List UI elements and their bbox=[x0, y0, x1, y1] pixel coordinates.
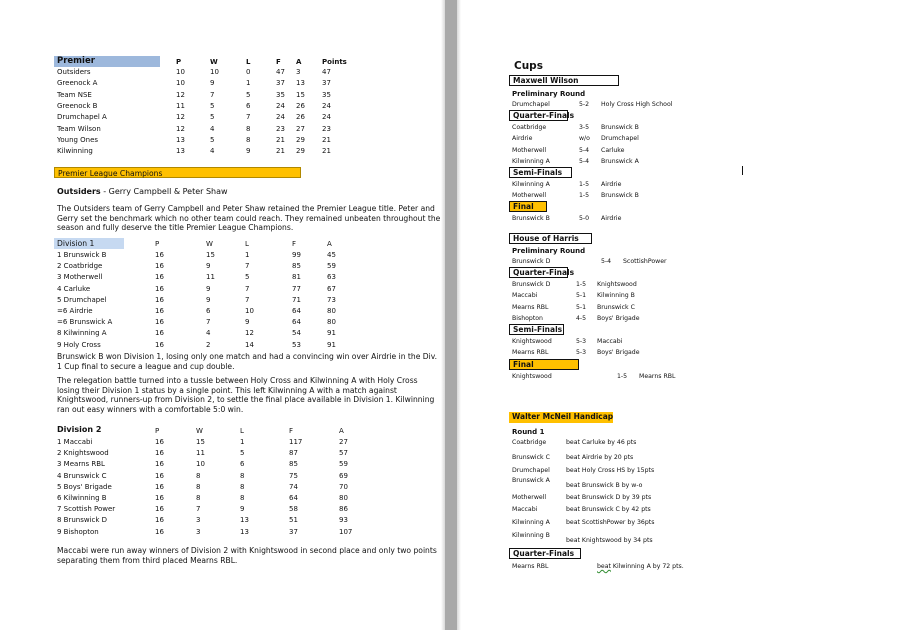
cups-title: Cups bbox=[514, 60, 543, 72]
cup-result-cell: Bishopton bbox=[512, 315, 543, 323]
cup-result-cell: Knightswood bbox=[512, 338, 552, 345]
cup-result-cell: Kilwinning B bbox=[597, 292, 635, 300]
premier-row-cell: 10 bbox=[210, 68, 219, 76]
cup-result-cell: ScottishPower bbox=[623, 258, 667, 265]
division2-row-cell: 1 bbox=[240, 438, 245, 446]
premier-row-cell: 5 bbox=[210, 101, 215, 110]
left-page bbox=[0, 0, 445, 630]
cup-result-cell: 5-3 bbox=[576, 338, 587, 345]
division2-row-team: 9 Bishopton bbox=[57, 527, 99, 536]
harris-prelim-title: Preliminary Round bbox=[512, 247, 586, 255]
division2-row-cell: 16 bbox=[155, 482, 164, 491]
division2-row-cell: 85 bbox=[289, 460, 298, 469]
mcneil-team: Maccabi bbox=[512, 506, 538, 513]
division1-row-cell: 16 bbox=[155, 295, 164, 304]
division2-row-cell: 7 bbox=[196, 505, 201, 514]
division2-row-cell: 16 bbox=[155, 471, 164, 480]
premier-header: Premier bbox=[54, 56, 160, 67]
mcneil-result: beat Brunswick B by w-o bbox=[566, 482, 643, 489]
division2-row-cell: 8 bbox=[196, 482, 201, 491]
division1-row-cell: 80 bbox=[327, 318, 336, 327]
division2-row-cell: 8 bbox=[196, 471, 201, 480]
premier-row-cell: 10 bbox=[176, 68, 185, 76]
premier-row-cell: 11 bbox=[176, 101, 185, 110]
cup-result-cell: 5-4 bbox=[601, 258, 612, 265]
division2-row-cell: 70 bbox=[339, 482, 348, 491]
division1-row-cell: 54 bbox=[292, 329, 301, 338]
division2-row-cell: 8 bbox=[240, 482, 245, 491]
premier-row-team: Drumchapel A bbox=[57, 113, 107, 122]
division1-row-cell: 85 bbox=[292, 262, 301, 271]
mcneil-result: beat Brunswick C by 42 pts bbox=[566, 506, 651, 513]
division1-row-cell: 64 bbox=[292, 307, 301, 315]
premier-row-team: Greenock A bbox=[57, 79, 98, 88]
division2-row-cell: 86 bbox=[339, 505, 348, 514]
cup-result-cell: Airdrie bbox=[601, 215, 622, 222]
premier-row-cell: 8 bbox=[246, 135, 251, 144]
premier-col-f: F bbox=[276, 58, 281, 66]
division1-row-team: 5 Drumchapel bbox=[57, 295, 107, 304]
mcneil-qf-rest: Kilwinning A by 72 pts. bbox=[610, 563, 684, 570]
premier-row-cell: 12 bbox=[176, 124, 185, 133]
premier-row-cell: 3 bbox=[296, 68, 301, 76]
division2-row-cell: 27 bbox=[339, 438, 348, 446]
division1-row-cell: 6 bbox=[206, 307, 211, 315]
division1-row-cell: 7 bbox=[206, 318, 211, 327]
division1-row-cell: 71 bbox=[292, 295, 301, 304]
division2-row-cell: 13 bbox=[240, 516, 249, 525]
cup-result-cell: Carluke bbox=[601, 146, 625, 154]
house-of-harris-title: House of Harris bbox=[509, 233, 592, 244]
mcneil-team: Drumchapel bbox=[512, 467, 550, 474]
text-cursor bbox=[742, 166, 743, 175]
division1-row-team: 8 Kilwinning A bbox=[57, 329, 107, 338]
maxwell-wilson-title: Maxwell Wilson bbox=[509, 75, 619, 86]
division2-row-cell: 6 bbox=[240, 460, 245, 469]
cup-result-cell: Brunswick B bbox=[601, 124, 639, 131]
cup-result-cell: Mearns RBL bbox=[512, 303, 549, 311]
division1-row-cell: 7 bbox=[245, 295, 250, 304]
division2-header: Division 2 bbox=[57, 425, 102, 434]
division1-row-cell: 5 bbox=[245, 273, 250, 282]
premier-row-cell: 4 bbox=[210, 124, 215, 133]
division2-row-team: 8 Brunswick D bbox=[57, 516, 108, 525]
division2-row-team: 5 Boys' Brigade bbox=[57, 482, 112, 491]
premier-row-cell: 26 bbox=[296, 101, 305, 110]
division1-row-cell: 73 bbox=[327, 295, 336, 304]
harris-qf-title: Quarter-Finals bbox=[509, 267, 568, 278]
division1-row-cell: 16 bbox=[155, 284, 164, 293]
division2-row-cell: 16 bbox=[155, 516, 164, 525]
mcneil-result: beat Holy Cross HS by 15pts bbox=[566, 467, 655, 474]
division2-row-cell: 13 bbox=[240, 527, 249, 536]
cup-result-cell: Mearns RBL bbox=[512, 349, 549, 357]
harris-final-title: Final bbox=[509, 359, 579, 370]
premier-row-cell: 24 bbox=[276, 113, 285, 122]
division2-row-team: 3 Mearns RBL bbox=[57, 460, 105, 469]
premier-row-team: Greenock B bbox=[57, 101, 98, 110]
cup-result-cell: Brunswick A bbox=[601, 158, 639, 166]
premier-row-cell: 47 bbox=[276, 68, 285, 76]
mcneil-result: beat Brunswick D by 39 pts bbox=[566, 494, 652, 501]
premier-row-cell: 9 bbox=[210, 79, 215, 88]
division1-summary-1: Brunswick B won Division 1, losing only one match and had a convincing win over Airdrie in the Div. 1 Cup final to secure a league and cup double. bbox=[57, 352, 438, 371]
cup-result-cell: Drumchapel bbox=[601, 135, 639, 143]
division1-row-cell: 16 bbox=[155, 329, 164, 338]
mcneil-qf-result bbox=[597, 562, 684, 572]
premier-row-team: Kilwinning bbox=[57, 147, 93, 156]
cup-result-cell: Holy Cross High School bbox=[601, 101, 673, 108]
cup-result-cell: Maccabi bbox=[512, 292, 538, 300]
division1-row-cell: 2 bbox=[206, 340, 211, 349]
division2-row-cell: 69 bbox=[339, 471, 348, 480]
cup-result-cell: Brunswick D bbox=[512, 258, 551, 265]
division1-row-cell: 14 bbox=[245, 340, 254, 349]
division2-row-cell: 16 bbox=[155, 449, 164, 458]
mcneil-team: Motherwell bbox=[512, 494, 547, 501]
division2-row-cell: 74 bbox=[289, 482, 298, 491]
division1-row-cell: 63 bbox=[327, 273, 336, 282]
premier-row-cell: 24 bbox=[322, 101, 331, 110]
premier-row-team: Team NSE bbox=[57, 90, 92, 99]
premier-row-cell: 5 bbox=[246, 90, 251, 99]
spellcheck-word: beat bbox=[597, 563, 611, 570]
right-page bbox=[457, 0, 900, 630]
division2-row-cell: 57 bbox=[339, 449, 348, 458]
cup-result-cell: 5-3 bbox=[576, 349, 587, 357]
division1-col-w: W bbox=[206, 240, 213, 248]
cup-result-cell: Mearns RBL bbox=[639, 373, 676, 380]
premier-row-cell: 10 bbox=[176, 79, 185, 88]
division1-row-cell: 1 bbox=[245, 251, 250, 259]
division2-row-cell: 11 bbox=[196, 449, 205, 458]
maxwell-sf-title: Semi-Finals bbox=[509, 167, 572, 178]
division1-summary-2: The relegation battle turned into a tussle between Holy Cross and Kilwinning A with Holy Cross losing their Division 1 status by a single point. This left Kilwinning A with a match against Knightswood, runners-up from Division 2, to settle the final place available in Division 1. Kilwinning ran out easy winners with a comfortable 5:0 win. bbox=[57, 376, 435, 414]
division1-row-team: =6 Brunswick A bbox=[57, 318, 113, 327]
division1-row-cell: 91 bbox=[327, 340, 336, 349]
cup-result-cell: Knightswood bbox=[512, 373, 552, 380]
cup-result-cell: Airdrie bbox=[512, 135, 533, 143]
cup-result-cell: Maccabi bbox=[597, 338, 623, 345]
division1-row-cell: 9 bbox=[245, 318, 250, 327]
maxwell-final-title: Final bbox=[509, 201, 547, 212]
page-edge-shadow-right bbox=[457, 0, 461, 630]
division1-row-cell: 4 bbox=[206, 329, 211, 338]
cup-result-cell: 5-1 bbox=[576, 303, 587, 311]
division1-row-cell: 80 bbox=[327, 307, 336, 315]
division2-row-cell: 16 bbox=[155, 460, 164, 469]
premier-row-cell: 23 bbox=[322, 124, 331, 133]
division2-col-f: F bbox=[289, 427, 294, 435]
division1-row-cell: 16 bbox=[155, 340, 164, 349]
premier-row-cell: 37 bbox=[322, 79, 331, 88]
division1-row-team: 2 Coatbridge bbox=[57, 262, 103, 271]
cup-result-cell: Boys' Brigade bbox=[597, 315, 640, 323]
cup-result-cell: Brunswick B bbox=[512, 215, 550, 222]
cup-result-cell: 1-5 bbox=[579, 192, 590, 200]
mcneil-title: Walter McNeil Handicap bbox=[509, 412, 613, 423]
division2-col-w: W bbox=[196, 427, 203, 435]
division2-row-cell: 8 bbox=[240, 494, 245, 502]
mcneil-team: Kilwinning A bbox=[512, 519, 550, 526]
cup-result-cell: Coatbridge bbox=[512, 124, 547, 131]
premier-row-cell: 23 bbox=[276, 124, 285, 133]
cup-result-cell: Brunswick C bbox=[597, 303, 635, 311]
division2-col-a: A bbox=[339, 427, 344, 435]
premier-row-cell: 13 bbox=[176, 147, 185, 156]
division1-row-team: 9 Holy Cross bbox=[57, 340, 101, 349]
mcneil-result: beat Carluke by 46 pts bbox=[566, 439, 637, 446]
division1-row-cell: 16 bbox=[155, 251, 164, 259]
premier-col-w: W bbox=[210, 58, 218, 66]
premier-row-cell: 12 bbox=[176, 90, 185, 99]
division1-row-team: 4 Carluke bbox=[57, 284, 91, 293]
division1-row-cell: 10 bbox=[245, 307, 254, 315]
premier-row-cell: 24 bbox=[322, 113, 331, 122]
division2-row-team: 7 Scottish Power bbox=[57, 505, 116, 514]
division2-row-cell: 3 bbox=[196, 516, 201, 525]
division1-row-cell: 16 bbox=[155, 273, 164, 282]
division1-row-cell: 91 bbox=[327, 329, 336, 338]
cup-result-cell: Brunswick B bbox=[601, 192, 639, 200]
division1-row-cell: 9 bbox=[206, 262, 211, 271]
division2-col-p: P bbox=[155, 427, 160, 435]
premier-row-team: Outsiders bbox=[57, 68, 91, 76]
champions-names: - Gerry Campbell & Peter Shaw bbox=[100, 187, 228, 196]
division2-row-team: 6 Kilwinning B bbox=[57, 494, 107, 502]
premier-row-cell: 13 bbox=[176, 135, 185, 144]
premier-row-cell: 26 bbox=[296, 113, 305, 122]
division1-row-cell: 99 bbox=[292, 251, 301, 259]
division1-row-cell: 11 bbox=[206, 273, 215, 282]
harris-sf-title: Semi-Finals bbox=[509, 324, 564, 335]
cup-result-cell: Knightswood bbox=[597, 281, 637, 288]
division2-row-cell: 58 bbox=[289, 505, 298, 514]
premier-col-points: Points bbox=[322, 58, 347, 66]
premier-row-cell: 29 bbox=[296, 147, 305, 156]
division2-row-cell: 15 bbox=[196, 438, 205, 446]
cup-result-cell: 4-5 bbox=[576, 315, 587, 323]
premier-col-l: L bbox=[246, 58, 251, 66]
maxwell-qf-title: Quarter-Finals bbox=[509, 110, 568, 121]
division2-row-cell: 10 bbox=[196, 460, 205, 469]
division1-row-team: =6 Airdrie bbox=[57, 307, 93, 315]
cup-result-cell: w/o bbox=[579, 135, 590, 143]
division2-row-team: 4 Brunswick C bbox=[57, 471, 107, 480]
division2-row-team: 1 Maccabi bbox=[57, 438, 93, 446]
division1-row-cell: 45 bbox=[327, 251, 336, 259]
division1-col-a: A bbox=[327, 240, 332, 248]
premier-row-cell: 21 bbox=[322, 135, 331, 144]
mcneil-result: beat ScottishPower by 36pts bbox=[566, 519, 655, 526]
division2-row-cell: 107 bbox=[339, 527, 353, 536]
division1-row-cell: 9 bbox=[206, 284, 211, 293]
premier-row-cell: 7 bbox=[246, 113, 251, 122]
division2-row-cell: 8 bbox=[196, 494, 201, 502]
division1-row-cell: 64 bbox=[292, 318, 301, 327]
division1-col-p: P bbox=[155, 240, 160, 248]
division2-row-cell: 117 bbox=[289, 438, 303, 446]
premier-summary: The Outsiders team of Gerry Campbell and Peter Shaw retained the Premier League title. Peter and Gerry set the benchmark which no other team could reach. They remained unbeaten throughout the season and fully deserve the title Premier League Champions. bbox=[57, 204, 441, 232]
division1-row-cell: 77 bbox=[292, 284, 301, 293]
premier-row-cell: 4 bbox=[210, 147, 215, 156]
division1-row-cell: 7 bbox=[245, 284, 250, 293]
premier-row-cell: 5 bbox=[210, 113, 215, 122]
division2-row-cell: 59 bbox=[339, 460, 348, 469]
division2-row-cell: 93 bbox=[339, 516, 348, 525]
cup-result-cell: Airdrie bbox=[601, 181, 622, 188]
division1-row-cell: 7 bbox=[245, 262, 250, 271]
cup-result-cell: Boys' Brigade bbox=[597, 349, 640, 357]
division2-row-cell: 64 bbox=[289, 494, 298, 502]
division1-row-cell: 9 bbox=[206, 295, 211, 304]
cup-result-cell: Motherwell bbox=[512, 146, 547, 154]
champions-team: Outsiders bbox=[57, 187, 101, 196]
premier-row-cell: 29 bbox=[296, 135, 305, 144]
division1-row-cell: 81 bbox=[292, 273, 301, 282]
division2-col-l: L bbox=[240, 427, 244, 435]
mcneil-team: Brunswick C bbox=[512, 454, 550, 461]
division2-row-cell: 75 bbox=[289, 471, 298, 480]
mcneil-round1-title: Round 1 bbox=[512, 428, 545, 436]
division2-row-cell: 37 bbox=[289, 527, 298, 536]
division2-row-cell: 80 bbox=[339, 494, 348, 502]
division1-row-cell: 59 bbox=[327, 262, 336, 271]
division2-row-cell: 8 bbox=[240, 471, 245, 480]
cup-result-cell: 5-4 bbox=[579, 146, 590, 154]
premier-row-team: Young Ones bbox=[57, 135, 99, 144]
division2-row-cell: 16 bbox=[155, 438, 164, 446]
mcneil-team: Kilwinning B bbox=[512, 532, 550, 539]
mcneil-result: beat Airdrie by 20 pts bbox=[566, 454, 634, 461]
division1-header: Division 1 bbox=[54, 238, 124, 249]
cup-result-cell: 5-1 bbox=[576, 292, 587, 300]
mcneil-team: Brunswick A bbox=[512, 477, 550, 484]
division2-row-cell: 51 bbox=[289, 516, 298, 525]
division1-col-f: F bbox=[292, 240, 297, 248]
division2-row-cell: 16 bbox=[155, 494, 164, 502]
premier-row-cell: 9 bbox=[246, 147, 251, 156]
cup-result-cell: Kilwinning A bbox=[512, 158, 550, 166]
premier-row-cell: 47 bbox=[322, 68, 331, 76]
division1-row-cell: 67 bbox=[327, 284, 336, 293]
division1-row-cell: 16 bbox=[155, 307, 164, 315]
premier-row-cell: 6 bbox=[246, 101, 251, 110]
cup-result-cell: 3-5 bbox=[579, 124, 590, 131]
cup-result-cell: 5-4 bbox=[579, 158, 590, 166]
champions-line bbox=[57, 187, 228, 197]
cup-result-cell: 1-5 bbox=[579, 181, 590, 188]
division2-row-cell: 3 bbox=[196, 527, 201, 536]
premier-row-cell: 7 bbox=[210, 90, 215, 99]
maxwell-prelim-title: Preliminary Round bbox=[512, 90, 586, 98]
division1-row-cell: 12 bbox=[245, 329, 254, 338]
mcneil-qf-team: Mearns RBL bbox=[512, 563, 549, 570]
division1-row-team: 3 Motherwell bbox=[57, 273, 103, 282]
division2-summary: Maccabi were run away winners of Division 2 with Knightswood in second place and only two points separating them from third placed Mearns RBL. bbox=[57, 546, 437, 565]
cup-result-cell: Brunswick D bbox=[512, 281, 551, 288]
division2-row-cell: 87 bbox=[289, 449, 298, 458]
page-edge-shadow bbox=[441, 0, 445, 630]
cup-result-cell: Kilwinning A bbox=[512, 181, 550, 188]
division2-row-cell: 9 bbox=[240, 505, 245, 514]
cup-result-cell: 5-2 bbox=[579, 101, 590, 108]
cup-result-cell: 1-5 bbox=[617, 373, 628, 380]
cup-result-cell: 5-0 bbox=[579, 215, 590, 222]
premier-row-cell: 1 bbox=[246, 79, 251, 88]
premier-row-cell: 5 bbox=[210, 135, 215, 144]
premier-champions-banner: Premier League Champions bbox=[54, 167, 301, 178]
cup-result-cell: Motherwell bbox=[512, 192, 547, 200]
division1-row-cell: 15 bbox=[206, 251, 215, 259]
mcneil-team: Coatbridge bbox=[512, 439, 547, 446]
division2-row-cell: 16 bbox=[155, 527, 164, 536]
premier-row-team: Team Wilson bbox=[57, 124, 101, 133]
division1-row-team: 1 Brunswick B bbox=[57, 251, 107, 259]
premier-col-a: A bbox=[296, 58, 302, 66]
mcneil-result: beat Knightswood by 34 pts bbox=[566, 537, 653, 544]
division2-row-cell: 5 bbox=[240, 449, 245, 458]
premier-row-cell: 21 bbox=[276, 135, 285, 144]
cup-result-cell: 1-5 bbox=[576, 281, 587, 288]
division1-col-l: L bbox=[245, 240, 249, 248]
premier-col-p: P bbox=[176, 58, 182, 66]
premier-row-cell: 21 bbox=[276, 147, 285, 156]
premier-row-cell: 24 bbox=[276, 101, 285, 110]
premier-row-cell: 27 bbox=[296, 124, 305, 133]
division1-row-cell: 16 bbox=[155, 318, 164, 327]
premier-row-cell: 37 bbox=[276, 79, 285, 88]
premier-row-cell: 15 bbox=[296, 90, 305, 99]
premier-row-cell: 8 bbox=[246, 124, 251, 133]
mcneil-qf-title: Quarter-Finals bbox=[509, 548, 581, 559]
premier-row-cell: 35 bbox=[276, 90, 285, 99]
premier-row-cell: 13 bbox=[296, 79, 305, 88]
premier-row-cell: 21 bbox=[322, 147, 331, 156]
premier-row-cell: 12 bbox=[176, 113, 185, 122]
premier-row-cell: 35 bbox=[322, 90, 331, 99]
division1-row-cell: 16 bbox=[155, 262, 164, 271]
cup-result-cell: Drumchapel bbox=[512, 101, 550, 108]
division1-row-cell: 53 bbox=[292, 340, 301, 349]
division2-row-cell: 16 bbox=[155, 505, 164, 514]
premier-row-cell: 0 bbox=[246, 68, 251, 76]
division2-row-team: 2 Knightswood bbox=[57, 449, 109, 458]
